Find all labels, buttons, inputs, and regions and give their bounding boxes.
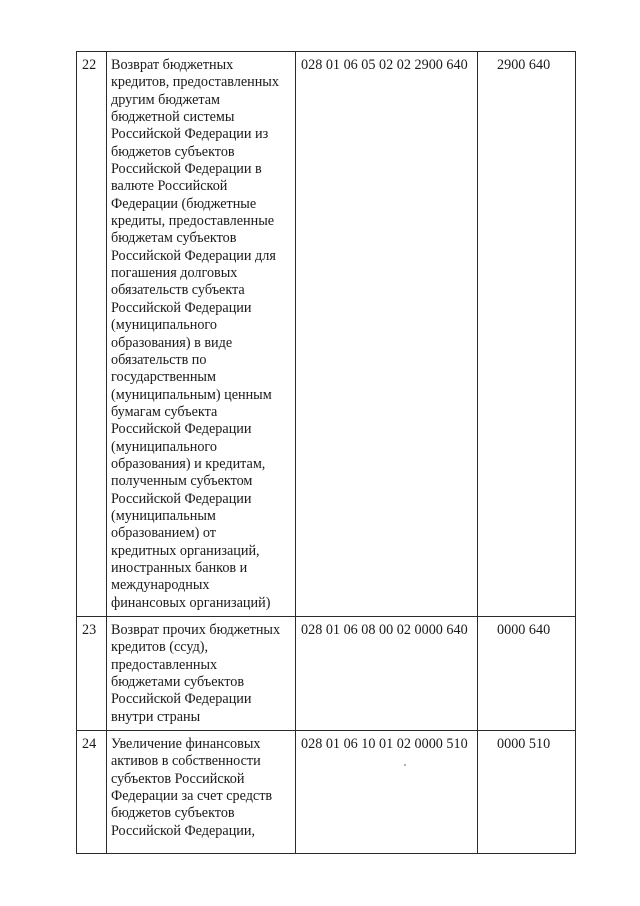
row-budget-code: 028 01 06 10 01 02 0000 510 bbox=[296, 731, 478, 854]
budget-codes-table bbox=[76, 51, 576, 854]
row-number: 24 bbox=[77, 731, 107, 854]
row-budget-code: 028 01 06 08 00 02 0000 640 bbox=[296, 617, 478, 731]
row-number: 23 bbox=[77, 617, 107, 731]
table-row bbox=[77, 731, 576, 854]
row-description: Увеличение финансовых активов в собственности субъектов Российской Федерации за счет средств бюджетов субъектов Российской Федерации, bbox=[107, 731, 296, 854]
row-short-code: 2900 640 bbox=[478, 52, 576, 617]
row-description: Возврат бюджетных кредитов, предоставленных другим бюджетам бюджетной системы Российской Федерации из бюджетов субъектов Российской Федерации в валюте Российской Федерации (бюджетные кредиты, предоставленные бюджетам субъектов Российской Федерации для погашения долговых обязательств субъекта Российской Федерации (муниципального образования) в виде обязательств по государственным (муниципальным) ценным бумагам субъекта Российской Федерации (муниципального образования) и кредитам, полученным субъектом Российской Федерации (муниципальным образованием) от кредитных организаций, иностранных банков и международных финансовых организаций) bbox=[107, 52, 296, 617]
row-description: Возврат прочих бюджетных кредитов (ссуд), предоставленных бюджетами субъектов Российской Федерации внутри страны bbox=[107, 617, 296, 731]
table-row bbox=[77, 52, 576, 617]
scan-artifact bbox=[404, 764, 406, 766]
row-short-code: 0000 510 bbox=[478, 731, 576, 854]
table-row bbox=[77, 617, 576, 731]
row-number: 22 bbox=[77, 52, 107, 617]
row-budget-code: 028 01 06 05 02 02 2900 640 bbox=[296, 52, 478, 617]
row-short-code: 0000 640 bbox=[478, 617, 576, 731]
